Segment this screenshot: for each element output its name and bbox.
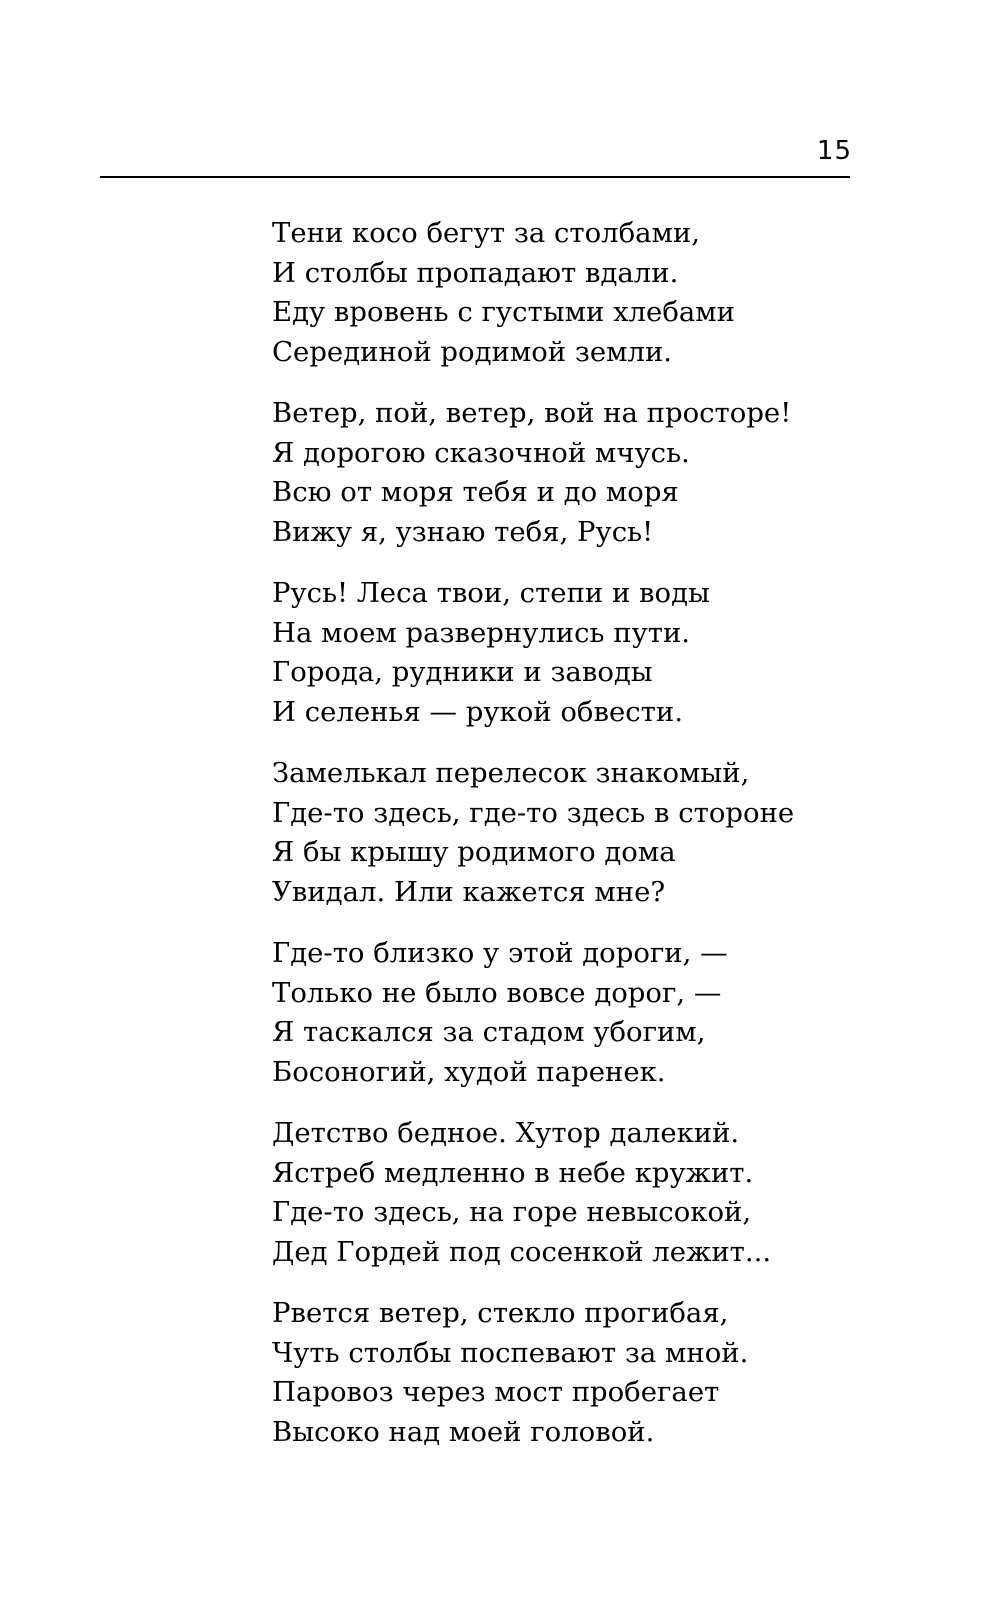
poem-line: Ястреб медленно в небе кружит. [272, 1156, 754, 1189]
poem-line: Вижу я, узнаю тебя, Русь! [272, 515, 654, 548]
poem-line: Детство бедное. Хутор далекий. [272, 1117, 740, 1149]
poem-line: Всю от моря тебя и до моря [272, 476, 679, 508]
stanza-1 [272, 214, 872, 372]
poem-line: Где-то здесь, на горе невысокой, [272, 1196, 752, 1228]
stanza-6 [272, 1114, 872, 1272]
poem-line: Я таскался за стадом убогим, [272, 1016, 706, 1048]
poem-line: Где-то близко у этой дороги, — [272, 937, 728, 969]
poem-line: Босоногий, худой паренек. [272, 1055, 666, 1088]
poem-line: Еду вровень с густыми хлебами [272, 296, 735, 328]
poem-line: Чуть столбы поспевают за мной. [272, 1336, 749, 1369]
poem-line: Серединой родимой земли. [272, 335, 673, 368]
poem-line: Я бы крышу родимого дома [272, 836, 676, 868]
poem-line: Замелькал перелесок знакомый, [272, 757, 750, 789]
poem-line: Рвется ветер, стекло прогибая, [272, 1297, 729, 1329]
poem-line: И столбы пропадают вдали. [272, 256, 679, 289]
stanza-3 [272, 574, 872, 732]
poem-line: Паровоз через мост пробегает [272, 1376, 720, 1408]
poem-line: Тени косо бегут за столбами, [272, 217, 701, 249]
poem-line: Русь! Леса твои, степи и воды [272, 577, 710, 609]
poem-line: Ветер, пой, ветер, вой на просторе! [272, 397, 792, 429]
poem-line: Города, рудники и заводы [272, 656, 653, 688]
poem-line: Где-то здесь, где-то здесь в стороне [272, 796, 795, 829]
poem-body [272, 214, 872, 1474]
header-rule [100, 176, 850, 178]
stanza-5 [272, 934, 872, 1092]
poem-line: Увидал. Или кажется мне? [272, 875, 666, 908]
stanza-2 [272, 394, 872, 552]
stanza-4 [272, 754, 872, 912]
poem-line: И селенья — рукой обвести. [272, 695, 683, 728]
page-number: 15 [816, 136, 852, 166]
stanza-7 [272, 1294, 872, 1452]
poem-line: Высоко над моей головой. [272, 1415, 655, 1448]
poem-line: На моем развернулись пути. [272, 616, 691, 649]
poem-line: Дед Гордей под сосенкой лежит... [272, 1235, 772, 1268]
poem-line: Я дорогою сказочной мчусь. [272, 436, 690, 469]
poem-line: Только не было вовсе дорог, — [272, 976, 722, 1009]
